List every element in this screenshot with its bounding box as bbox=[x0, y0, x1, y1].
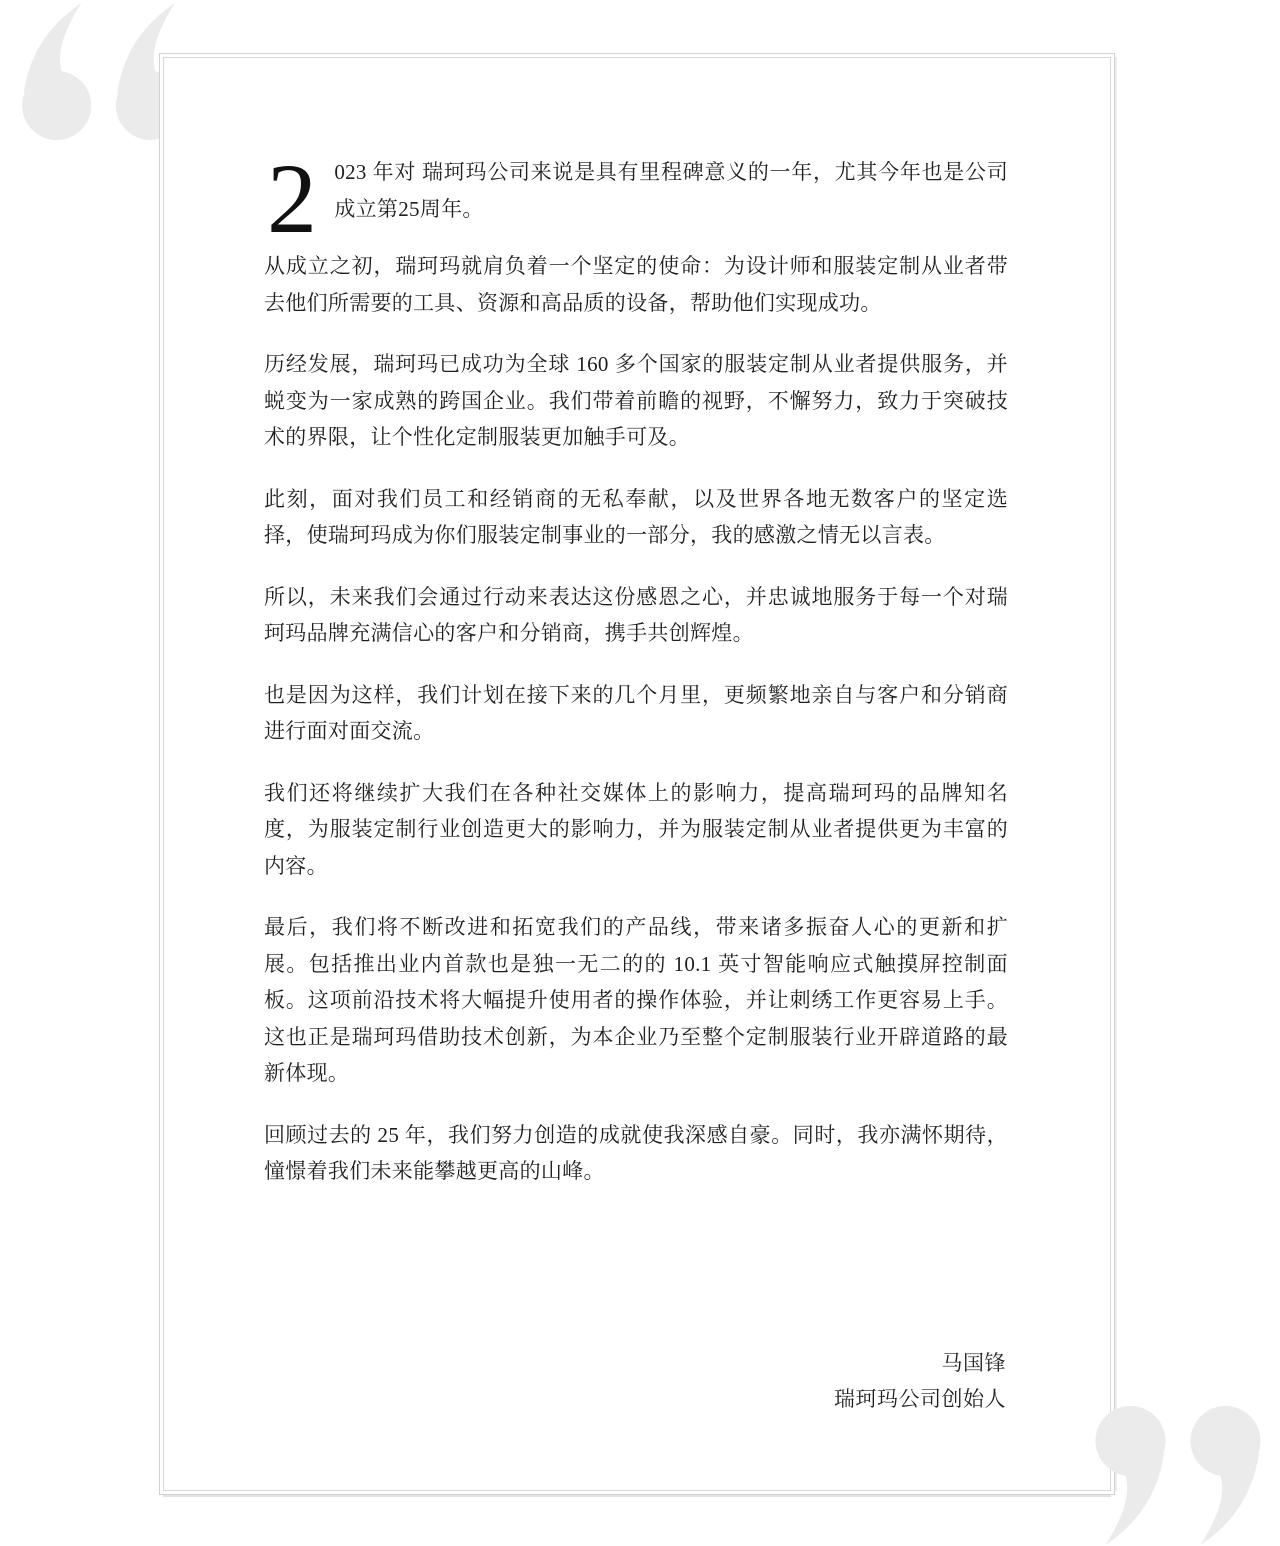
letter-paragraph: 最后，我们将不断改进和拓宽我们的产品线，带来诸多振奋人心的更新和扩展。包括推出业内首款也是独一无二的的 10.1 英寸智能响应式触摸屏控制面板。这项前沿技术将大幅提升使用者的操作体验，并让刺绣工作更容易上手。这也正是瑞珂玛借助技术创新，为本企业乃至整个定制服装行业开辟道路的最新体现。 bbox=[264, 915, 1008, 1085]
letter-paragraph: 此刻，面对我们员工和经销商的无私奉献，以及世界各地无数客户的坚定选择，使瑞珂玛成为你们服装定制事业的一部分，我的感激之情无以言表。 bbox=[264, 486, 1008, 547]
signature-block bbox=[264, 1345, 1008, 1417]
letter-paragraph: 也是因为这样，我们计划在接下来的几个月里，更频繁地亲自与客户和分销商进行面对面交流。 bbox=[264, 682, 1008, 743]
signature-name: 马国锋 bbox=[941, 1350, 1006, 1375]
letter-paragraph: 所以，未来我们会通过行动来表达这份感恩之心，并忠诚地服务于每一个对瑞珂玛品牌充满信心的客户和分销商，携手共创辉煌。 bbox=[264, 584, 1008, 645]
letter-paragraph: 我们还将继续扩大我们在各种社交媒体上的影响力，提高瑞珂玛的品牌知名度，为服装定制行业创造更大的影响力，并为服装定制从业者提供更为丰富的内容。 bbox=[264, 780, 1008, 878]
lead-paragraph-text: 023 年对 瑞珂玛公司来说是具有里程碑意义的一年，尤其今年也是公司成立第25周年。 bbox=[334, 160, 1008, 221]
letter-sheet bbox=[159, 53, 1115, 1495]
drop-cap: 2 bbox=[267, 143, 318, 254]
signature-title: 瑞珂玛公司创始人 bbox=[834, 1386, 1006, 1411]
lead-paragraph bbox=[264, 143, 1008, 254]
letter-paragraph: 历经发展，瑞珂玛已成功为全球 160 多个国家的服装定制从业者提供服务，并蜕变为一家成熟的跨国企业。我们带着前瞻的视野，不懈努力，致力于突破技术的界限，让个性化定制服装更加触手可及。 bbox=[264, 352, 1008, 449]
letter-body bbox=[264, 143, 1008, 1454]
closing-double-quote-icon bbox=[1094, 1406, 1262, 1546]
letter-paragraph: 回顾过去的 25 年，我们努力创造的成就使我深感自豪。同时，我亦满怀期待，憧憬着我们未来能攀越更高的山峰。 bbox=[264, 1122, 1008, 1183]
letter-paragraph: 从成立之初，瑞珂玛就肩负着一个坚定的使命：为设计师和服装定制从业者带去他们所需要的工具、资源和高品质的设备，帮助他们实现成功。 bbox=[264, 254, 1008, 315]
